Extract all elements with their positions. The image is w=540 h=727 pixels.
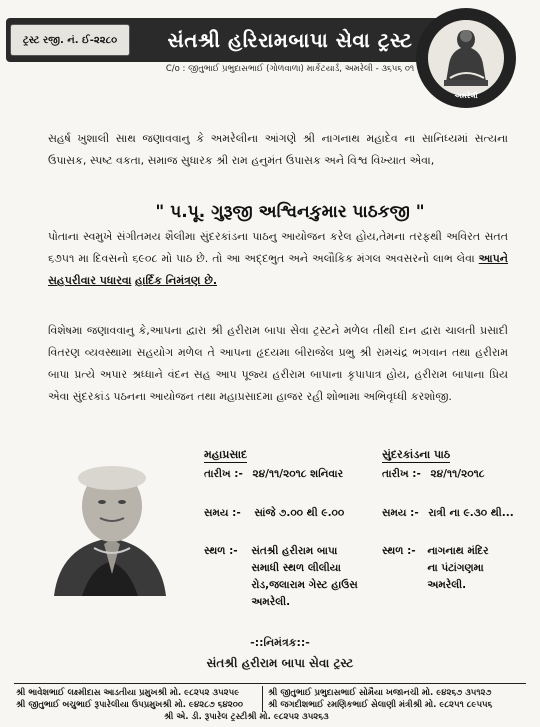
footer-trustee: શ્રી એ. ડી. રૂપારેલ ટ્રસ્ટીશ્રી મો. ૯૮૨૫૨ ૩૫૨૬૩ <box>164 712 329 722</box>
trust-address: C/o : જીતુભાઈ પ્રભુદાસભાઈ (ગોળવાળા) માર્કેટયાર્ડ, અમરેલી - ૩૬૫૬ ૦૧ <box>165 64 415 74</box>
sundarkand-date <box>382 466 485 483</box>
sundarkand-place-line1: નાગનાથ મંદિર <box>427 545 489 557</box>
mahaprasad-time-value: સાંજે ૭.૦૦ થી ૯.૦૦ <box>254 507 345 519</box>
sundarkand-date-label: તારીખ :- <box>382 468 421 480</box>
mahaprasad-date <box>204 466 343 483</box>
footer-secretary: શ્રી જગદીશભાઈ રમણિકભાઈ સેલાણી મંત્રીશ્રી મો. ૯૮૨૫૧ ૮૯૫૫૬ <box>268 700 493 710</box>
sundarkand-time-value: રાત્રી ના ૯.૩૦ થી... <box>428 507 514 519</box>
footer-divider <box>262 686 263 712</box>
invitation-underlined-2: હાર્દિક નિમંત્રણ છે. <box>134 274 217 287</box>
guru-portrait-icon <box>34 448 188 596</box>
inviter-heading: -::નિમંત્રક::- <box>250 636 310 649</box>
inviter-name: સંતશ્રી હરીરામ બાપા સેવા ટ્રસ્ટ <box>206 656 354 670</box>
invitation-text: પોતાના સ્વમુખે સંગીતમય શૈલીમા સુંદરકાંડના પાઠનુ આયોજન કરેલ હોય,તેમના તરફથી અવિરત સતત ૬૭૫૧ મા દિવસનો ૬૯૦૮ મો પાઠ છે. તો આ અદ્દભુત અને અલૌકિક મંગલ અવસરનો લાભ લેવા <box>48 230 508 265</box>
sundarkand-time-label: સમય :- <box>382 507 419 519</box>
footer-contacts <box>14 683 526 723</box>
mahaprasad-place-line1: સંતશ્રી હરીરામ બાપા <box>251 545 338 557</box>
sundarkand-place-label: સ્થળ :- <box>382 545 416 557</box>
logo-bottom-text: અમરેલી <box>454 92 478 100</box>
mahaprasad-time <box>204 505 344 522</box>
sundarkand-place <box>382 543 489 594</box>
mahaprasad-place-line4: અમરેલી. <box>251 596 291 608</box>
mahaprasad-date-label: તારીખ :- <box>204 468 243 480</box>
sundarkand-date-value: ૨૪/૧૧/૨૦૧૮ <box>430 468 485 480</box>
mahaprasad-place-line3: રોડ,જલારામ ગેસ્ટ હાઉસ <box>251 579 358 591</box>
registration-number: ટ્રસ્ટ રજી. નં. ઈ-૨૨૮૦ <box>10 24 130 56</box>
mahaprasad-place-label: સ્થળ :- <box>204 545 238 557</box>
mahaprasad-place <box>204 543 358 611</box>
sundarkand-heading: સુંદરકાંડના પાઠ <box>382 448 451 461</box>
mahaprasad-date-value: ૨૪/૧૧/૨૦૧૮ શનિવાર <box>252 468 343 480</box>
mahaprasad-time-label: સમય :- <box>204 507 241 519</box>
gratitude-paragraph: વિશેષમા જણાવવાનુ કે,આપના દ્વારા શ્રી હરીરામ બાપા સેવા ટ્રસ્ટને મળેલ તીથી દાન દ્વારા ચાલતી પ્રસાદી વિતરણ વ્યવસ્થામા સહયોગ મળેલ તે આપના હૃદયમા બીરાજેલ પ્રભુ શ્રી રામચંદ્ર ભગવાન તથા હરીરામ બાપા પ્રત્યે અપાર શ્રધ્ધાને વંદન સહ આપ પૂજ્ય હરીરામ બાપાના કૃપાપાત્ર હોય, હરીરામ બાપાના પ્રિય એવા સુંદરકાંડ પઠનના આયોજન તથા મહાપ્રસાદમા હાજર રહી શોભામા અભિવૃધ્ધી કરશોજી. <box>48 324 508 403</box>
footer-vice-president: શ્રી જીતુભાઈ બચુભાઈ રૂપારેલીયા ઉપપ્રમુખશ્રી મો. ૯૪૨૮૭ ૬૪૨૦૦ <box>16 700 244 710</box>
sundarkand-time <box>382 505 514 522</box>
footer-president: શ્રી ભાવેશભાઈ લક્ષ્મીદાસ આડતીયા પ્રમુખશ્રી મો. ૯૮૨૫૨ ૩૫૨૫૯ <box>16 688 240 698</box>
guru-name: " પ.પૂ. ગુરૂજી અશ્વિનકુમાર પાઠકજી " <box>155 202 425 222</box>
sundarkand-place-line3: અમરેલી. <box>427 579 467 591</box>
mahaprasad-place-line2: સમાધી સ્થળ લીલીયા <box>251 562 341 574</box>
trust-title: સંતશ્રી હરિરામબાપા સેવા ટ્રસ્ટ <box>167 28 413 52</box>
mahaprasad-place-lines <box>251 543 357 611</box>
intro-paragraph: સહર્ષ ખુશાલી સાથ જણાવવાનુ કે અમરેલીના આંગણે શ્રી નાગનાથ મહાદેવ ના સાનિધ્યમાં સત્યના ઉપાસક, સ્પષ્ટ વકતા, સમાજ સુધારક શ્રી રામ હનુમંત ઉપાસક અને વિશ્વ વિખ્યાત એવા, <box>48 132 508 167</box>
mahaprasad-heading: મહાપ્રસાદ <box>204 448 248 461</box>
sundarkand-place-line2: ના પંટાંગણમા <box>427 562 484 574</box>
sundarkand-place-lines <box>427 543 488 594</box>
invitation-paragraph <box>48 226 508 292</box>
footer-treasurer: શ્રી જીતુભાઈ પ્રભુદાસભાઈ સોમૈયા ખજાનચી મો. ૯૪૨૬૭ ૩૫૧૨૭ <box>268 688 492 698</box>
invitation-underlined-1: આપને સહપરીવાર પધારવા <box>48 252 508 287</box>
